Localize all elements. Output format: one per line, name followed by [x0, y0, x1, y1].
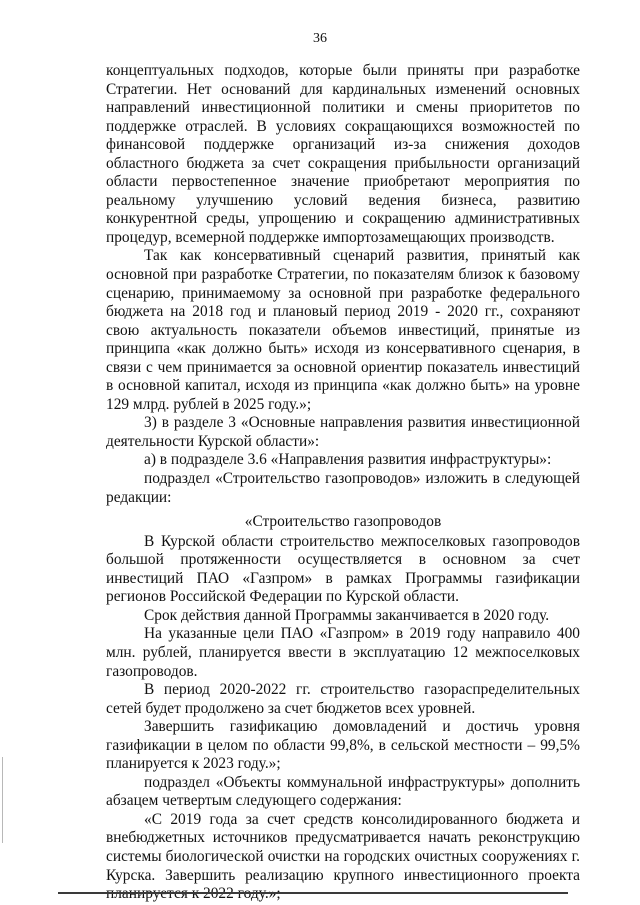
paragraph-gas-construction: В Курской области строительство межпоселковых газопроводов большой протяженности осуществляется в основном за счет инвестиций ПАО «Газпром» в рамках Программы газификации регионов Российской Федерации по Курской области.	[106, 532, 580, 606]
document-body	[106, 62, 580, 904]
paragraph-distribution-networks: В период 2020-2022 гг. строительство газораспределительных сетей будет продолжено за счет бюджетов всех уровней.	[106, 681, 580, 717]
paragraph-gas-pipeline-instruction: подраздел «Строительство газопроводов» изложить в следующей редакции:	[106, 470, 580, 506]
paragraph-gazprom-investment: На указанные цели ПАО «Газпром» в 2019 году направило 400 млн. рублей, планируется ввести в эксплуатацию 12 межпоселковых газопроводов.	[106, 625, 580, 680]
paragraph-communal-infrastructure-instruction: подраздел «Объекты коммунальной инфраструктуры» дополнить абзацем четвертым следующего содержания:	[106, 773, 580, 810]
paragraph-strategy-context: концептуальных подходов, которые были приняты при разработке Стратегии. Нет оснований для кардинальных изменений основных направлений инвестиционной политики и смены приоритетов по поддержке отраслей. В условиях сокращающихся возможностей по финансовой поддержке организаций из-за снижения доходов областного бюджета за счет сокращения прибыльности организаций области первостепенное значение приобретают мероприятия по реальному улучшению условий ведения бизнеса, развитию конкурентной среды, упрощению и сокращению административных процедур, всемерной поддержке импортозамещающих производств.	[106, 62, 580, 246]
page-number: 36	[313, 31, 327, 46]
scan-margin-line	[2, 757, 3, 843]
paragraph-treatment-facilities: «С 2019 года за счет средств консолидированного бюджета и внебюджетных источников предусматривается начать реконструкцию системы биологической очистки на городских очистных сооружениях г. Курска. Завершить реализацию крупного инвестиционного проекта	[106, 810, 580, 884]
paragraph-program-term: Срок действия данной Программы заканчивается в 2020 году.	[144, 606, 550, 624]
paragraph-subsection-3-6: а) в подразделе 3.6 «Направления развития инфраструктуры»:	[144, 451, 552, 469]
section-heading-gas-pipelines: «Строительство газопроводов	[244, 513, 442, 531]
paragraph-section-3: 3) в разделе 3 «Основные направления развития инвестиционной деятельности Курской области»:	[106, 414, 580, 450]
footer-divider	[58, 892, 568, 894]
paragraph-gasification-target: Завершить газификацию домовладений и достичь уровня газификации в целом по области 99,8%, в сельской местности – 99,5% планируется к 2023 году.»;	[106, 718, 580, 773]
paragraph-conservative-scenario: Так как консервативный сценарий развития, принятый как основной при разработке Стратегии, по показателям близок к базовому сценарию, принимаемому за основной при разработке федерального бюджета на 2018 год и плановый период 2019 - 2020 гг., сохраняют свою актуальность показатели объемов инвестиций, принятые из принципа «как должно быть» исходя из консервативного сценария, в связи с чем принимается за основной ориентир показатель инвестиций в основной капитал, исходя из принципа «как должно быть» на уровне 129 млрд. рублей в 2025 году.»;	[106, 247, 580, 413]
